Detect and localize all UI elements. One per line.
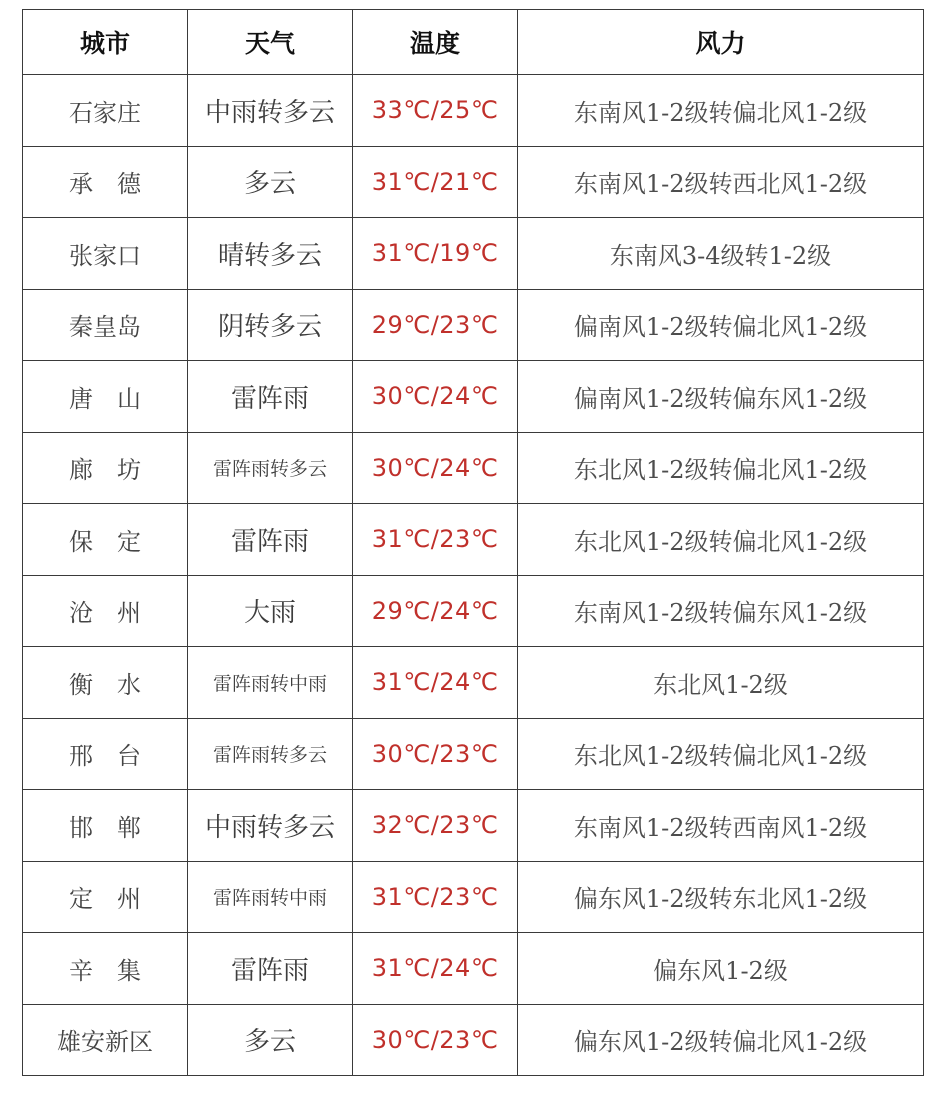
wind-cell: 东北风1-2级转偏北风1-2级 xyxy=(518,504,924,576)
table-row xyxy=(23,718,924,790)
table-row xyxy=(23,504,924,576)
header-temperature: 温度 xyxy=(353,10,518,75)
table-header xyxy=(23,10,924,75)
weather-cell: 雷阵雨 xyxy=(188,933,353,1005)
weather-cell: 多云 xyxy=(188,1004,353,1076)
wind-cell: 东南风1-2级转偏北风1-2级 xyxy=(518,75,924,147)
table-row xyxy=(23,432,924,504)
city-cell: 邢 台 xyxy=(23,718,188,790)
temperature-cell: 31℃/21℃ xyxy=(353,146,518,218)
weather-cell: 雷阵雨 xyxy=(188,504,353,576)
wind-cell: 东北风1-2级转偏北风1-2级 xyxy=(518,718,924,790)
weather-cell: 大雨 xyxy=(188,575,353,647)
table-row xyxy=(23,790,924,862)
header-weather: 天气 xyxy=(188,10,353,75)
city-cell: 衡 水 xyxy=(23,647,188,719)
wind-cell: 东南风1-2级转偏东风1-2级 xyxy=(518,575,924,647)
city-cell: 雄安新区 xyxy=(23,1004,188,1076)
wind-cell: 偏南风1-2级转偏北风1-2级 xyxy=(518,289,924,361)
temperature-cell: 30℃/24℃ xyxy=(353,361,518,433)
city-cell: 廊 坊 xyxy=(23,432,188,504)
city-cell: 定 州 xyxy=(23,861,188,933)
temperature-cell: 31℃/19℃ xyxy=(353,218,518,290)
city-cell: 沧 州 xyxy=(23,575,188,647)
table-row xyxy=(23,75,924,147)
temperature-cell: 31℃/24℃ xyxy=(353,647,518,719)
wind-cell: 东北风1-2级转偏北风1-2级 xyxy=(518,432,924,504)
table-row xyxy=(23,647,924,719)
temperature-cell: 29℃/23℃ xyxy=(353,289,518,361)
wind-cell: 偏东风1-2级 xyxy=(518,933,924,1005)
city-cell: 承 德 xyxy=(23,146,188,218)
header-row xyxy=(23,10,924,75)
table-row xyxy=(23,218,924,290)
header-city: 城市 xyxy=(23,10,188,75)
temperature-cell: 31℃/24℃ xyxy=(353,933,518,1005)
weather-cell: 阴转多云 xyxy=(188,289,353,361)
table-row xyxy=(23,361,924,433)
temperature-cell: 32℃/23℃ xyxy=(353,790,518,862)
table-row xyxy=(23,861,924,933)
table-row xyxy=(23,289,924,361)
weather-cell: 雷阵雨转中雨 xyxy=(188,861,353,933)
temperature-cell: 30℃/23℃ xyxy=(353,1004,518,1076)
temperature-cell: 29℃/24℃ xyxy=(353,575,518,647)
city-cell: 秦皇岛 xyxy=(23,289,188,361)
header-wind: 风力 xyxy=(518,10,924,75)
wind-cell: 偏东风1-2级转偏北风1-2级 xyxy=(518,1004,924,1076)
weather-cell: 中雨转多云 xyxy=(188,790,353,862)
temperature-cell: 31℃/23℃ xyxy=(353,504,518,576)
wind-cell: 东南风1-2级转西北风1-2级 xyxy=(518,146,924,218)
city-cell: 辛 集 xyxy=(23,933,188,1005)
wind-cell: 偏南风1-2级转偏东风1-2级 xyxy=(518,361,924,433)
weather-cell: 晴转多云 xyxy=(188,218,353,290)
wind-cell: 偏东风1-2级转东北风1-2级 xyxy=(518,861,924,933)
weather-cell: 雷阵雨 xyxy=(188,361,353,433)
city-cell: 张家口 xyxy=(23,218,188,290)
table-row xyxy=(23,146,924,218)
temperature-cell: 31℃/23℃ xyxy=(353,861,518,933)
wind-cell: 东南风3-4级转1-2级 xyxy=(518,218,924,290)
city-cell: 保 定 xyxy=(23,504,188,576)
weather-cell: 雷阵雨转多云 xyxy=(188,432,353,504)
temperature-cell: 30℃/23℃ xyxy=(353,718,518,790)
temperature-cell: 33℃/25℃ xyxy=(353,75,518,147)
table-row xyxy=(23,1004,924,1076)
table-body xyxy=(23,75,924,1076)
wind-cell: 东北风1-2级 xyxy=(518,647,924,719)
city-cell: 邯 郸 xyxy=(23,790,188,862)
weather-cell: 雷阵雨转多云 xyxy=(188,718,353,790)
table-row xyxy=(23,933,924,1005)
city-cell: 唐 山 xyxy=(23,361,188,433)
weather-table xyxy=(22,9,924,1076)
wind-cell: 东南风1-2级转西南风1-2级 xyxy=(518,790,924,862)
city-cell: 石家庄 xyxy=(23,75,188,147)
weather-cell: 雷阵雨转中雨 xyxy=(188,647,353,719)
weather-cell: 中雨转多云 xyxy=(188,75,353,147)
table-row xyxy=(23,575,924,647)
temperature-cell: 30℃/24℃ xyxy=(353,432,518,504)
weather-cell: 多云 xyxy=(188,146,353,218)
